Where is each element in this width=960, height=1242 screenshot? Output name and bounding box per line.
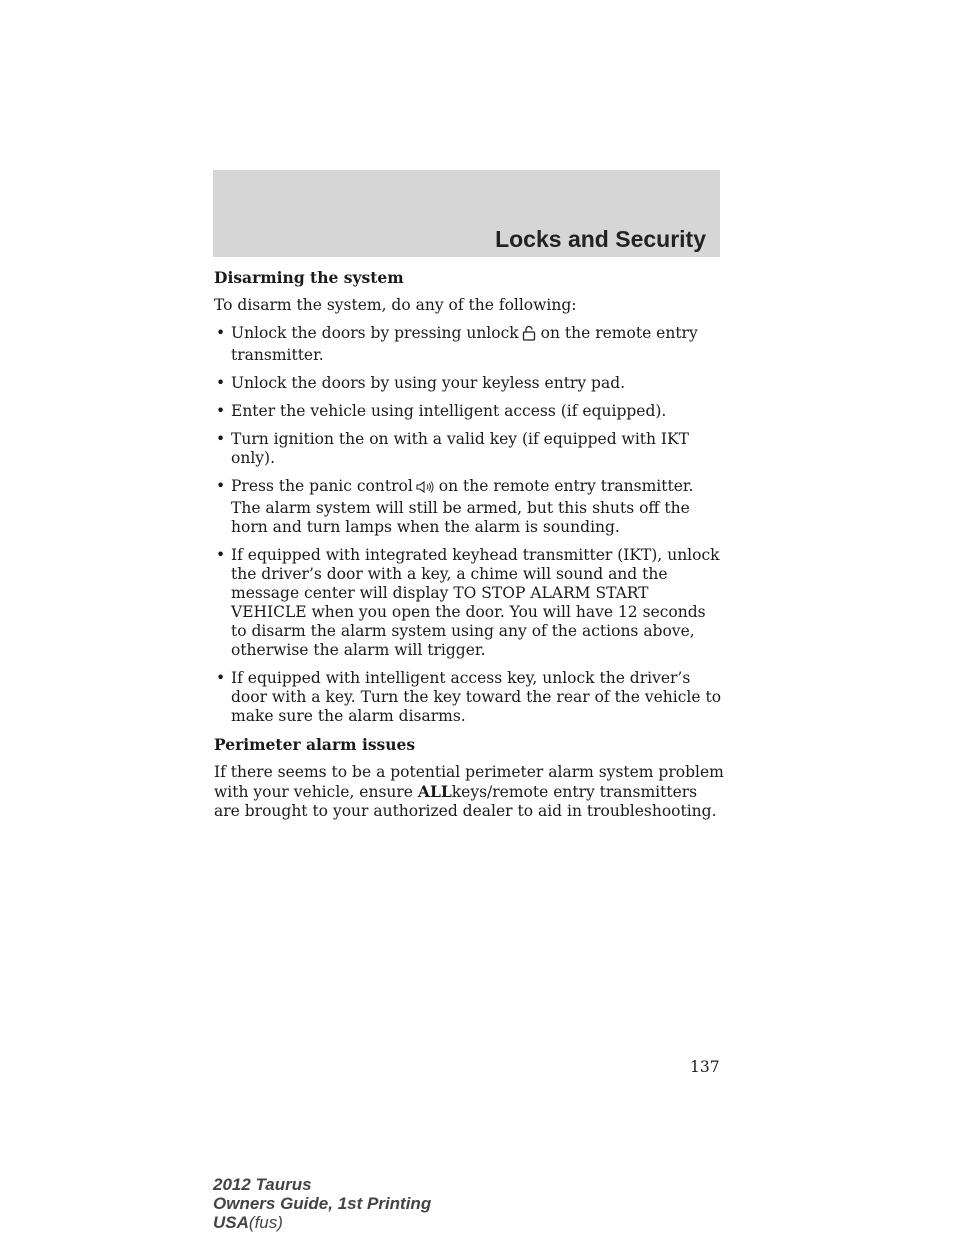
item-text: If equipped with integrated keyhead transmitter (IKT), unlock the driver’s door with a key, a chime will sound and the message center will display TO STOP ALARM START VEHICLE when you open the door. You will have 12 seconds to disarm the alarm system using any of the actions above, otherwise the alarm will trigger. [231,546,720,659]
bullet-dot: • [216,402,226,420]
list-item [214,477,724,537]
item-text: Unlock the doors by pressing unlock [231,324,519,342]
page-number: 137 [690,1058,720,1076]
list-item [214,669,724,726]
print-footer [213,1175,431,1232]
item-text: on the remote entry [540,324,698,342]
item-text: Press the panic control [231,477,413,495]
footer-line: 2012 Taurus [213,1175,312,1194]
disarming-heading: Disarming the system [214,268,404,287]
bullet-dot: • [216,374,226,392]
list-item [214,430,724,468]
item-text: If equipped with intelligent access key, unlock the driver’s door with a key. Turn the key toward the rear of the vehicle to make sure the alarm disarms. [231,669,722,725]
footer-region: USA [213,1213,249,1232]
footer-code: (fus) [248,1213,283,1232]
panic-horn-icon [415,480,435,499]
item-text: on the remote entry transmitter. The alarm system will still be armed, but this shuts off the horn and turn lamps when the alarm is sounding. [231,477,694,536]
perimeter-text: keys/remote entry transmitters are brought to your authorized dealer to aid in troubleshooting. [214,783,717,820]
perimeter-emphasis: ALL [417,782,452,801]
perimeter-paragraph [214,763,724,821]
footer-line [213,1213,431,1232]
bullet-dot: • [216,324,226,342]
disarming-intro: To disarm the system, do any of the following: [214,296,577,314]
item-text: Turn ignition the on with a valid key (if equipped with IKT only). [231,430,689,467]
item-text: Unlock the doors by using your keyless entry pad. [231,374,626,392]
list-item [214,546,724,660]
section-title: Locks and Security [495,226,706,252]
perimeter-heading: Perimeter alarm issues [214,735,416,754]
list-item [214,324,724,365]
item-text: transmitter. [231,346,324,364]
section-header-band [213,170,720,257]
item-text: Enter the vehicle using intelligent access (if equipped). [231,402,667,420]
unlock-icon [521,325,537,346]
perimeter-text: If there seems to be a potential perimeter alarm system problem with your vehicle, ensure [214,763,724,801]
bullet-dot: • [216,430,226,448]
list-item [214,374,724,393]
bullet-dot: • [216,477,226,495]
footer-line: Owners Guide, 1st Printing [213,1194,432,1213]
bullet-dot: • [216,546,226,564]
list-item [214,402,724,421]
page-content [214,268,724,830]
bullet-dot: • [216,669,226,687]
